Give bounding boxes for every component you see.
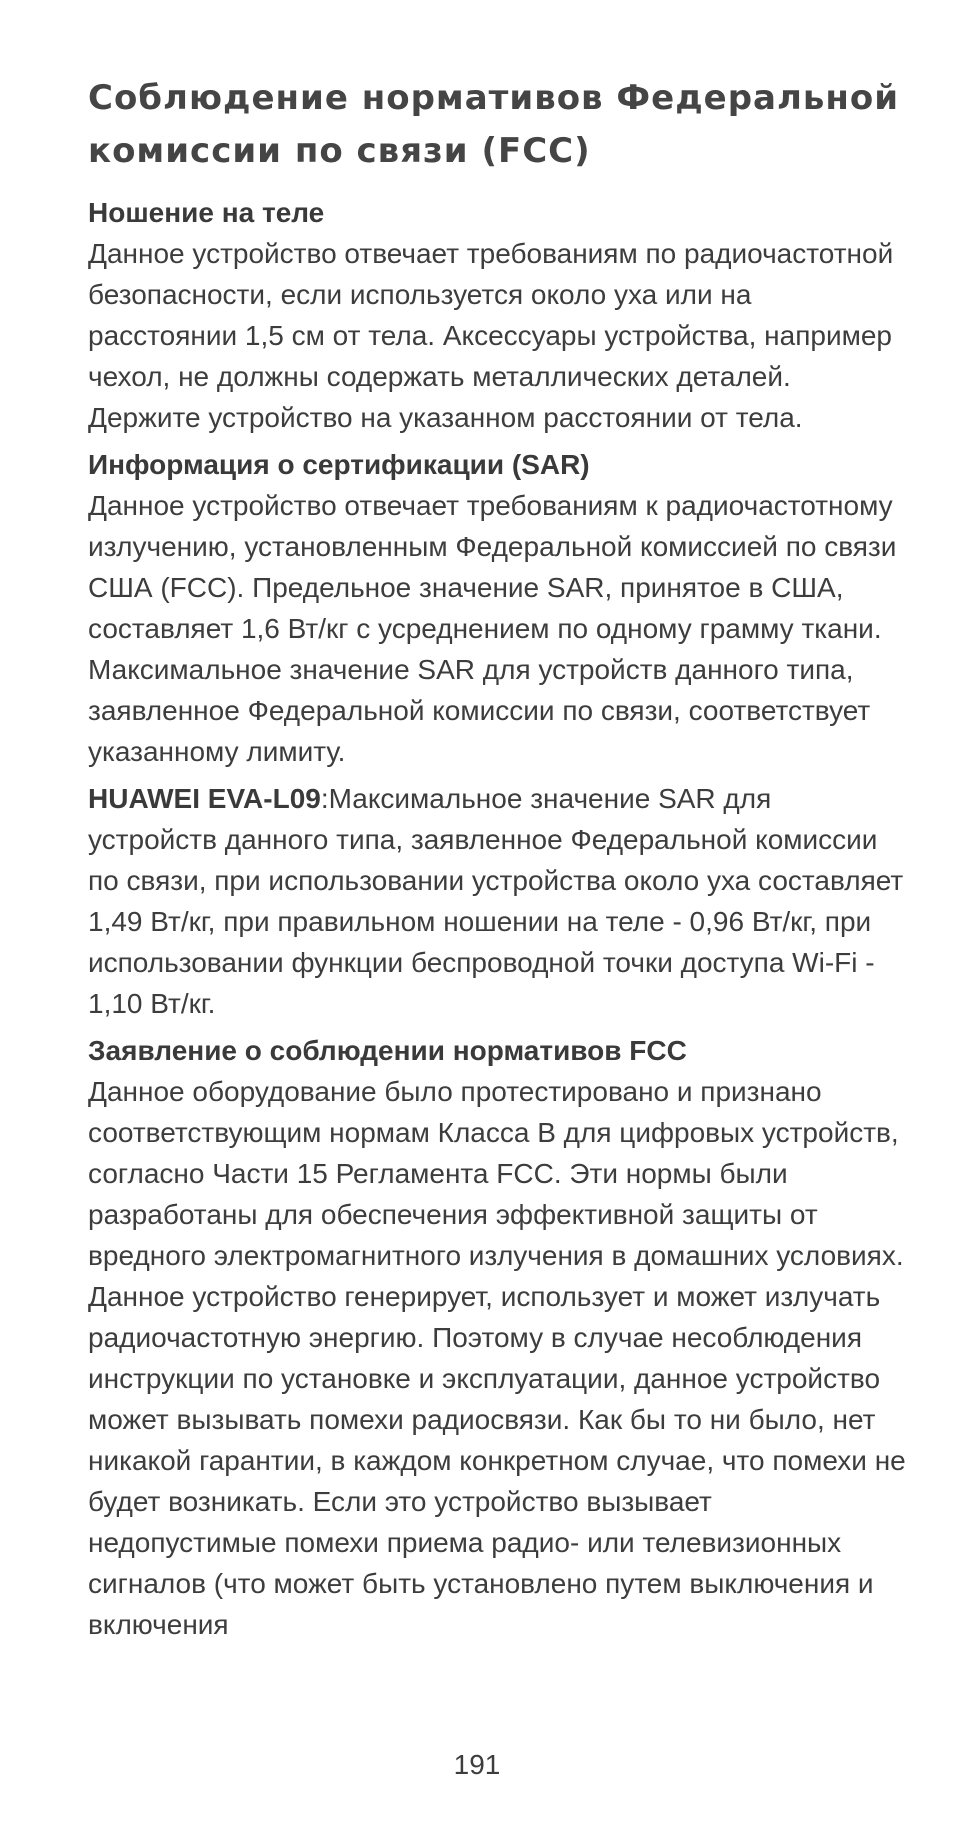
section-text-sar: Данное устройство отвечает требованиям к радиочастотному излучению, установленным Федеральной комиссией по связи США (FCC). Предельное значение SAR, принятое в США, составляет 1,6 Вт/кг с усреднением по одному грамму ткани. Максимальное значение SAR для устройств данного типа, заявленное Федеральной комиссии по связи, соответствует указанному лимиту.: [88, 490, 897, 767]
page-number: 191: [453, 1749, 501, 1780]
section-heading-body-worn: Ношение на теле: [88, 197, 325, 228]
section-text-body-worn: Данное устройство отвечает требованиям по радиочастотной безопасности, если используется около уха или на расстоянии 1,5 см от тела. Аксессуары устройства, например чехол, не должны содержать металлических деталей. Держите устройство на указанном расстоянии от тела.: [88, 238, 894, 433]
section-heading-sar: Информация о сертификации (SAR): [88, 449, 590, 480]
page-title: Соблюдение нормативов Федеральной комиссии по связи (FCC): [88, 78, 900, 171]
model-name: HUAWEI EVA-L09: [88, 783, 321, 814]
section-text-fcc-statement: Данное оборудование было протестировано и признано соответствующим нормам Класса B для цифровых устройств, согласно Части 15 Регламента FCC. Эти нормы были разработаны для обеспечения эффективной защиты от вредного электромагнитного излучения в домашних условиях. Данное устройство генерирует, использует и может излучать радиочастотную энергию. Поэтому в случае несоблюдения инструкции по установке и эксплуатации, данное устройство может вызывать помехи радиосвязи. Как бы то ни было, нет никакой гарантии, в каждом конкретном случае, что помехи не будет возникать. Если это устройство вызывает недопустимые помехи приема радио- или телевизионных сигналов (что может быть установлено путем выключения и включения: [88, 1076, 906, 1640]
model-sar-paragraph: [88, 778, 908, 1024]
section-heading-fcc-statement: Заявление о соблюдении нормативов FCC: [88, 1035, 687, 1066]
document-page: [88, 72, 908, 1645]
model-sar-text: :Максимальное значение SAR для устройств данного типа, заявленное Федеральной комиссии по связи, при использовании устройства около уха составляет 1,49 Вт/кг, при правильном ношении на теле - 0,96 Вт/кг, при использовании функции беспроводной точки доступа Wi-Fi - 1,10 Вт/кг.: [88, 783, 904, 1019]
